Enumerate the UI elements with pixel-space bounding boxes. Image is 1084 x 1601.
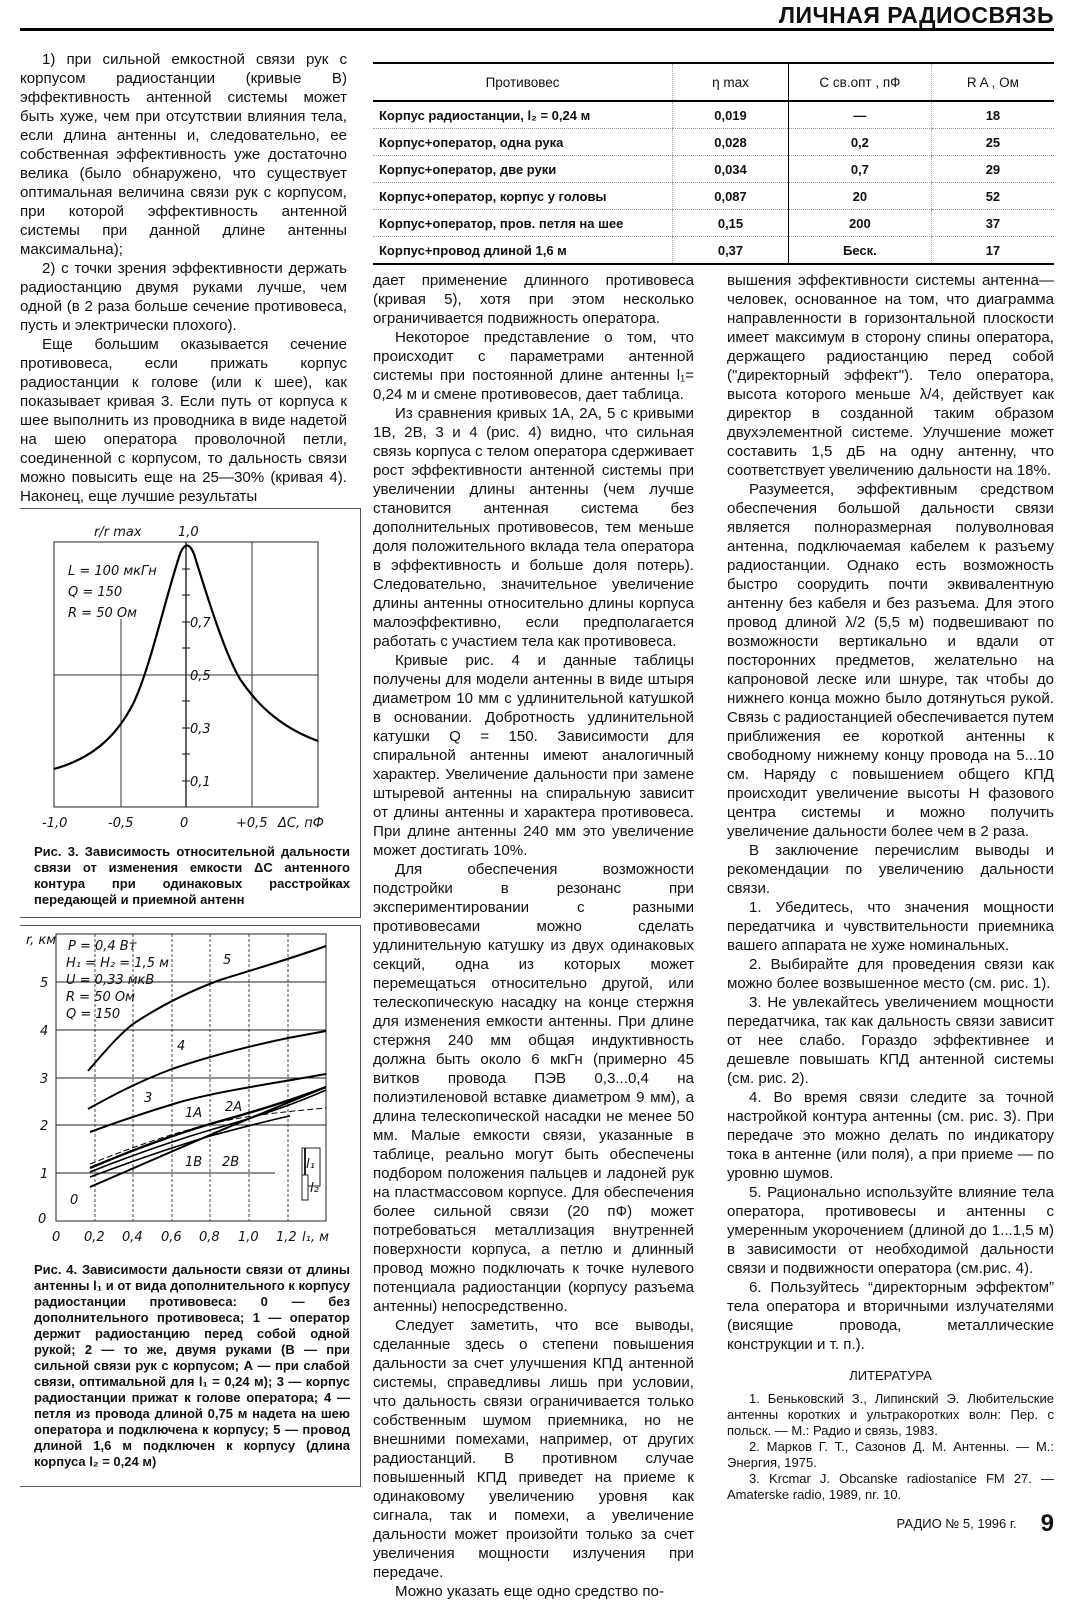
fig4-param: Q = 150: [66, 1007, 121, 1022]
table-row: [373, 183, 1054, 210]
page-footer: [897, 1510, 1054, 1538]
curve-label: 1B: [185, 1155, 203, 1170]
figure-3: [20, 508, 361, 918]
header-counterpoise: Противовес: [373, 63, 673, 101]
cell: 0,7: [788, 156, 931, 183]
y-tick: 2: [40, 1119, 49, 1134]
recommendation-item: 4. Во время связи следите за точной настройкой контура антенны (см. рис. 3). При передаче это можно делать по индикатору тока в антенне (или поля), а при приеме — по уровню шумов.: [727, 1089, 1054, 1182]
fig3-param: Q = 150: [68, 585, 123, 600]
cell: 0,034: [673, 156, 789, 183]
fig3-param: R = 50 Ом: [68, 606, 137, 621]
x-tick: -1,0: [42, 816, 68, 831]
y-tick: 1: [40, 1167, 49, 1182]
cell: 25: [931, 129, 1054, 156]
recommendation-item: 3. Не увлекайтесь увеличением мощности передатчика, так как дальность связи зависит от нее слабо. Гораздо эффективнее и дешевле повышать КПД антенной системы (см. рис. 2).: [727, 994, 1054, 1087]
paragraph: В заключение перечислим выводы и рекомендации по увеличению дальности связи.: [727, 842, 1054, 897]
curve-label: 2B: [222, 1155, 240, 1170]
y-tick: 5: [40, 976, 49, 991]
curve-label: 1A: [185, 1106, 203, 1121]
x-tick: 1,2: [276, 1230, 297, 1245]
cell: Корпус+оператор, пров. петля на шее: [373, 210, 673, 237]
inset-label: l₁: [306, 1157, 315, 1172]
fig3-chart: [20, 509, 360, 839]
fig3-xlabel: ΔC, пФ: [278, 816, 324, 831]
reference-item: 1. Беньковский З., Липинский Э. Любительские антенны коротких и ультракоротких волн: Пер. с польск. — М.: Радио и связь, 1983.: [727, 1391, 1054, 1438]
fig3-ylabel: r/r max: [94, 525, 142, 540]
paragraph: Кривые рис. 4 и данные таблицы получены для модели антенны в виде штыря диаметром 10 мм с удлинительной катушкой в основании. Добротность удлинительной катушки Q = 150. Зависимости для спиральной антенны имеют аналогичный характер. Увеличение дальности при замене штыревой антенны на спиральную зависит от длины антенны и характера противовеса. При длине антенны 240 мм это увеличение может достигать 10%.: [373, 652, 694, 859]
fig4-param: P = 0,4 Вт: [68, 939, 137, 954]
x-tick: 0,2: [84, 1230, 105, 1245]
paragraph: Для обеспечения возможности подстройки в резонанс при экспериментировании с разными противовесами можно сделать удлинительную катушку из двух одинаковых секций, одна из которых может перемещаться относительно другой, или телескопическую насадку на конце стержня для изменения емкости антенны. При длине стержня 240 мм общая индуктивность должна быть около 6 мкГн (примерно 45 витков провода ПЭВ 0,3...0,4 на полиэтиленовой вставке диаметром 9 мм), а длина телескопической насадки не менее 50 мм. Малые емкости связи, указанные в таблице, реально могут быть обеспечены подбором положения пальцев и ладоней рук на пластмассовом корпусе. Для обеспечения более сильной связи (20 пФ) может потребоваться металлизация внутренней поверхности корпуса, а петлю и длинный провод можно подключать к точке нулевого потенциала радиостанции (корпусу разъема антенны) непосредственно.: [373, 861, 694, 1315]
y-tick: 0,7: [190, 616, 211, 631]
x-tick: 0: [180, 816, 189, 831]
cell: 29: [931, 156, 1054, 183]
table-row: [373, 101, 1054, 129]
paragraph: Следует заметить, что все выводы, сделанные здесь о степени повышения дальности за счет улучшения КПД антенной системы, справедливы лишь при условии, что дальность связи ограничивается только собственным шумом приемника, но не внешними помехами, например, от других радиостанций. В противном случае повышенный КПД приведет на приеме к одинаковому увеличению уровня как сигнала, так и помехи, а увеличение дальности может произойти только за счет увеличения мощности излучения при передаче.: [373, 1317, 694, 1581]
header-capacitance: C св.опт , пФ: [788, 63, 931, 101]
x-tick: 0,6: [161, 1230, 182, 1245]
table-row: [373, 210, 1054, 237]
cell: —: [788, 101, 931, 129]
paragraph: 2) с точки зрения эффективности держать радиостанцию двумя руками лучше, чем одной (в 2 раза больше сечение противовеса, пусть и электрически плохого).: [20, 260, 347, 334]
cell: 37: [931, 210, 1054, 237]
x-tick: 0,8: [199, 1230, 220, 1245]
fig4-ylabel: r, км: [26, 933, 57, 948]
curve-label: 0: [70, 1193, 79, 1208]
x-tick: +0,5: [236, 816, 268, 831]
cell: 0,019: [673, 101, 789, 129]
column-3: [727, 271, 1054, 1503]
x-tick: 1,0: [238, 1230, 259, 1245]
y-tick: 0: [38, 1212, 47, 1227]
cell: Корпус+провод длиной 1,6 м: [373, 237, 673, 265]
x-tick: 0: [52, 1230, 61, 1245]
cell: 0,087: [673, 183, 789, 210]
curve-label: 4: [177, 1039, 186, 1054]
table-row: [373, 129, 1054, 156]
fig4-param: U = 0,33 мкВ: [66, 973, 155, 988]
y-tick: 3: [40, 1072, 49, 1087]
column-1: [20, 50, 347, 506]
paragraph: вышения эффективности системы антенна—человек, основанное на том, что диаграмма направленности в горизонтальной плоскости имеет максимум в сторону спины оператора, держащего радиостанцию перед собой ("директорный эффект"). Тело оператора, высота которого меньше λ/4, действует как директор в созданной таким образом двухэлементной системе. Улучшение может составить 1,5 дБ на одну антенну, что соответствует увеличению дальности на 18%.: [727, 272, 1054, 479]
paragraph: Разумеется, эффективным средством обеспечения большой дальности связи является полноразмерная полуволновая антенна, подключаемая кабелем к разъему радиостанции. Однако есть возможность быстро соорудить почти эквивалентную антенну без кабеля и без разъема. Для этого провод длиной λ/2 (5,5 м) подвешивают по возможности вертикально и вдали от посторонних предметов, желательно на капроновой леске или шнуре, так чтобы до нижнего конца можно было дотянуться рукой. Связь с радиостанцией обеспечивается путем приближения ее короткой антенны к свободному нижнему концу провода на 5...10 см. Наряду с повышением общего КПД происходит увеличение высоты Н фазового центра системы и можно получить увеличение дальности более чем в 2 раза.: [727, 481, 1054, 840]
fig4-xlabel: l₁, м: [302, 1230, 329, 1245]
fig4-chart: [20, 926, 360, 1256]
literature-heading: ЛИТЕРАТУРА: [849, 1368, 932, 1383]
cell: 200: [788, 210, 931, 237]
fig4-param: H₁ = H₂ = 1,5 м: [66, 956, 169, 971]
reference-item: 2. Марков Г. Т., Сазонов Д. М. Антенны. — М.: Энергия, 1975.: [727, 1439, 1054, 1470]
reference-item: 3. Krcmar J. Obcanske radiostanice FM 27. — Amaterske radio, 1989, nr. 10.: [727, 1471, 1054, 1502]
section-title: ЛИЧНАЯ РАДИОСВЯЗЬ: [778, 2, 1054, 28]
cell: 0,15: [673, 210, 789, 237]
table-row: [373, 237, 1054, 265]
cell: Корпус+оператор, корпус у головы: [373, 183, 673, 210]
fig3-caption: Рис. 3. Зависимость относительной дальности связи от изменения емкости ΔC антенного контура при одинаковых расстройках передающей и приемной антенн: [34, 844, 350, 907]
y-tick: 0,3: [190, 722, 211, 737]
cell: 0,2: [788, 129, 931, 156]
counterpoise-table: [373, 62, 1054, 265]
page-number: 9: [1040, 1510, 1054, 1537]
curve-label: 5: [223, 953, 232, 968]
cell: Корпус радиостанции, l₂ = 0,24 м: [373, 101, 673, 129]
curve-label: 2A: [225, 1100, 243, 1115]
table-row: [373, 156, 1054, 183]
table-header-row: [373, 63, 1054, 101]
y-tick: 0,5: [190, 669, 211, 684]
fig4-caption: Рис. 4. Зависимости дальности связи от длины антенны l₁ и от вида дополнительного к корпусу радиостанции противовеса: 0 — без дополнительного противовеса; 1 — оператор держит радиостанцию перед собой одной рукой; 2 — то же, двумя руками (В — при сильной связи рук с корпусом; А — при слабой связи, оптимальной для l₁ = 0,24 м); 3 — корпус радиостанции прижат к голове оператора; 4 — петля из провода длиной 0,75 м надета на шею оператора и подключена к корпусу; 5 — провод длиной 1,6 м подключен к корпусу (длина корпуса l₂ = 0,24 м): [34, 1262, 350, 1469]
cell: 20: [788, 183, 931, 210]
cell: Беск.: [788, 237, 931, 265]
paragraph: Некоторое представление о том, что происходит с параметрами антенной системы при постоянной длине антенны l₁= 0,24 м и смене противовесов, дает таблица.: [373, 329, 694, 403]
recommendation-item: 6. Пользуйтесь “директорным эффектом” тела оператора и вторичными излучателями (висящие провода, металлические конструкции и т. п.).: [727, 1279, 1054, 1353]
x-tick: 0,4: [122, 1230, 143, 1245]
cell: 52: [931, 183, 1054, 210]
recommendation-item: 2. Выбирайте для проведения связи как можно более возвышенное место (см. рис. 1).: [727, 956, 1054, 992]
recommendation-item: 1. Убедитесь, что значения мощности передатчика и чувствительности приемника вашего аппарата не хуже номинальных.: [727, 899, 1054, 954]
paragraph: Можно указать еще одно средство по-: [395, 1583, 664, 1600]
figure-4: [20, 925, 361, 1487]
header-eta-max: η max: [673, 63, 789, 101]
paragraph: Еще большим оказывается сечение противовеса, если прижать корпус радиостанции к голове (или к шее), как показывает кривая 3. Если путь от корпуса к шее выполнить из проводника в виде надетой на шею оператора проволочной петли, соединенной с корпусом, то дальность связи можно повысить еще на 25—30% (кривая 4). Наконец, еще лучшие результаты: [20, 336, 347, 505]
y-tick: 4: [40, 1024, 49, 1039]
fig3-param: L = 100 мкГн: [68, 564, 157, 579]
cell: 0,37: [673, 237, 789, 265]
cell: Корпус+оператор, одна рука: [373, 129, 673, 156]
recommendation-item: 5. Рационально используйте влияние тела оператора, противовесы и антенны с умеренным укорочением (длиной до 1...1,5 м) в зависимости от необходимой дальности связи и подвижности оператора (см.рис. 4).: [727, 1184, 1054, 1277]
x-tick: -0,5: [108, 816, 134, 831]
curve-label: 3: [144, 1091, 153, 1106]
inset-label: l₂: [310, 1181, 319, 1196]
issue-info: РАДИО № 5, 1996 г.: [896, 1516, 1017, 1531]
paragraph: Из сравнения кривых 1А, 2А, 5 с кривыми 1В, 2В, 3 и 4 (рис. 4) видно, что сильная связь корпуса с телом оператора сдерживает рост эффективности антенной системы при увеличении длины антенны (чем лучше становится антенная система без дополнительных противовесов, тем меньше доля положительного вклада тела оператора в эффективность и больше доля потерь). Следовательно, значительное увеличение длины антенны относительно длины корпуса малоэффективно, если предполагается работать с участием тела как противовеса.: [373, 405, 694, 650]
paragraph: 1) при сильной емкостной связи рук с корпусом радиостанции (кривые В) эффективность антенной системы может быть хуже, чем при отсутствии влияния тела, если длина антенны и, следовательно, ее собственная эффективность уже достаточно велика (было обнаружено, что существует оптимальная величина связи рук с корпусом, при которой эффективность антенной системы при данной длине антенны максимальна);: [20, 51, 347, 258]
header-resistance: R A , Ом: [931, 63, 1054, 101]
y-tick: 1,0: [178, 525, 199, 540]
cell: 18: [931, 101, 1054, 129]
header-rule: [20, 28, 1054, 31]
fig4-param: R = 50 Ом: [66, 990, 135, 1005]
column-2: [373, 271, 694, 1601]
cell: Корпус+оператор, две руки: [373, 156, 673, 183]
y-tick: 0,1: [190, 775, 211, 790]
paragraph: дает применение длинного противовеса (кривая 5), хотя при этом несколько ограничивается подвижность оператора.: [373, 272, 694, 327]
cell: 0,028: [673, 129, 789, 156]
cell: 17: [931, 237, 1054, 265]
